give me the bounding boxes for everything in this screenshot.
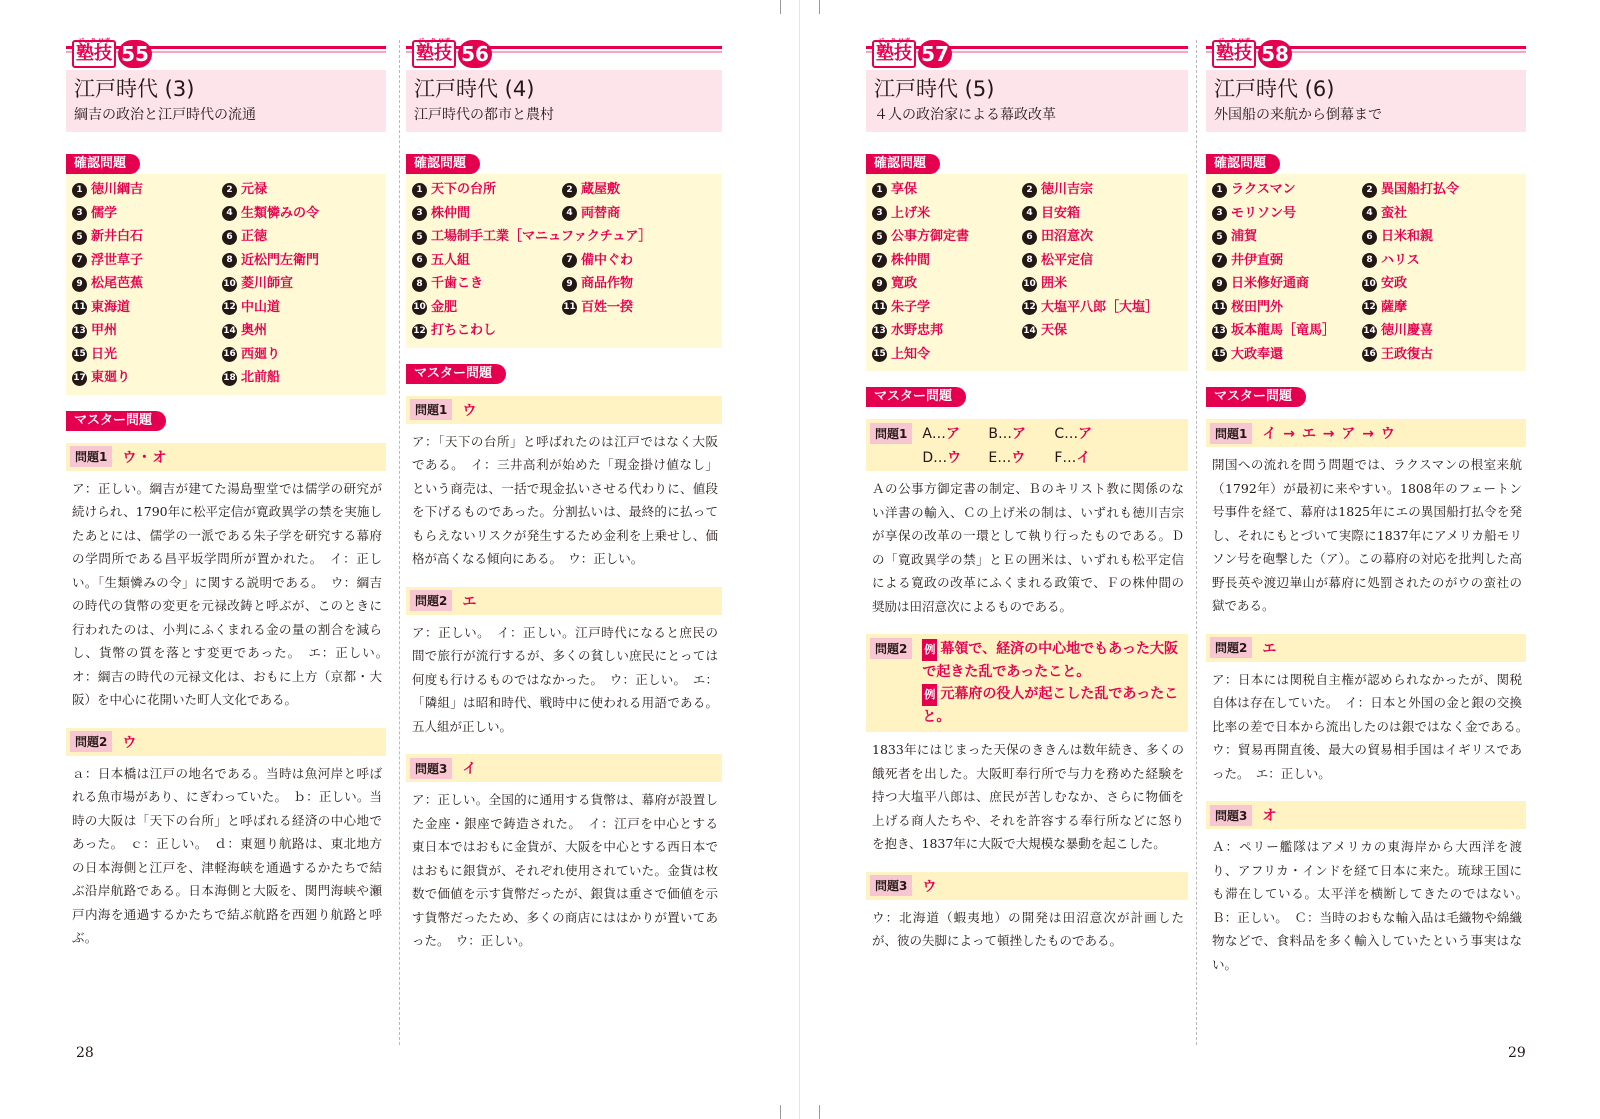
answer-item	[872, 298, 1022, 319]
number-badge: 11	[1212, 300, 1227, 315]
question-explanation: ア：正しい。全国的に通用する貨幣は、幕府が設置した金座・銀座で鋳造された。 イ：江戸を中心とする東日本ではおもに金貨が、大阪を中心とする西日本ではおもに銀貨が、それぞれ使用されていた。金貨は枚数で価値を示す貨幣だったが、銀貨は重さで価値を示す貨幣だったため、多くの商店にははかりが置いてあった。 ウ：正しい。	[412, 792, 718, 948]
answer-item	[72, 274, 222, 295]
answer-item	[1362, 274, 1512, 295]
jyuku-badge: ジュク ワザ 塾技	[412, 40, 456, 68]
answer-text: 大塩平八郎［大塩］	[1041, 299, 1159, 315]
answer-item	[72, 321, 222, 342]
question-header: 問題1 ウ	[406, 396, 722, 424]
number-badge: 5	[1212, 230, 1227, 245]
kakunin-answers	[866, 174, 1188, 371]
answer-item	[412, 180, 562, 201]
answer-text: 田沼意次	[1041, 229, 1094, 244]
answer-text: 工場制手工業［マニュファクチュア］	[431, 229, 652, 244]
answer-text: 金肥	[431, 299, 458, 315]
answer-item	[222, 251, 372, 272]
number-badge: 12	[222, 300, 237, 315]
number-badge: 10	[412, 300, 427, 315]
number-badge: 13	[72, 324, 87, 339]
answer-text: 大政奉還	[1231, 346, 1284, 362]
question-explanation: 1833年にはじまった天保のききんは数年続き、多くの餓死者を出した。大阪町奉行所で与力を務めた経験を持つ大塩平八郎は、庶民が苦しむなか、さらに物価を上げる商人たちや、それを許容する奉行所などに怒りを抱き、1837年に大阪で大規模な暴動を起こした。	[872, 742, 1184, 851]
example-answers: 例 幕領で、経済の中心地でもあった大阪で起きた乱であったこと。 例 元幕府の役人が起こした乱であったこと。	[922, 641, 1179, 725]
number-badge: 13	[872, 324, 887, 339]
section-title: 江戸時代 (5)	[874, 77, 995, 101]
question-header: 問題1 ウ・オ	[66, 443, 386, 471]
question-header: 問題3 オ	[1206, 801, 1526, 829]
answer-text: 正徳	[241, 229, 268, 244]
gutter-line	[799, 0, 800, 1119]
section-title: 江戸時代 (3)	[74, 77, 195, 101]
answer-text: 松尾芭蕉	[91, 276, 144, 291]
answer-text: 松平定信	[1041, 252, 1094, 268]
number-badge: 15	[1212, 347, 1227, 362]
answer-text: 中山道	[241, 299, 281, 315]
question-header: 問題2 ウ	[66, 728, 386, 756]
question-header: 問題1 イ → エ → ア → ウ	[1206, 419, 1526, 447]
section-subtitle: ４人の政治家による幕政改革	[874, 107, 1056, 123]
number-badge: 7	[872, 253, 887, 268]
question-explanation: ウ：北海道（蝦夷地）の開発は田沼意次が計画したが、彼の失脚によって頓挫したものである。	[872, 909, 1184, 948]
kakunin-label: 確認問題	[866, 154, 940, 174]
answer-item	[872, 180, 1022, 201]
answer-item	[1362, 204, 1512, 225]
answer-text: 株仲間	[431, 205, 471, 221]
master-label: マスター問題	[866, 387, 966, 407]
number-badge: 7	[1212, 253, 1227, 268]
number-badge: 4	[222, 206, 237, 221]
answer-item	[872, 227, 1022, 248]
number-badge: 12	[412, 324, 427, 339]
section-number: 56	[458, 40, 492, 68]
answer-item	[222, 321, 372, 342]
number-badge: 1	[72, 183, 87, 198]
question-answer: エ	[462, 593, 478, 610]
section-title: 江戸時代 (6)	[1214, 77, 1335, 101]
answer-item	[1362, 227, 1512, 248]
answer-text: 上げ米	[891, 205, 931, 221]
question-explanation: ア：「天下の台所」と呼ばれたのは江戸ではなく大阪である。 イ：三井高利が始めた「現金掛け値なし」という商売は、一括で現金払いさせる代わりに、値段を下げるものであった。分割払いは、最終的に払ってもらえないリスクが発生するため金利を上乗せし、価格が高くなる傾向にある。 ウ：正しい。	[412, 433, 718, 566]
answer-text: 徳川慶喜	[1381, 323, 1434, 338]
answer-text: 生類憐みの令	[241, 205, 320, 221]
answer-item	[412, 251, 562, 272]
question-explanation: 開国への流れを問う問題では、ラクスマンの根室来航（1792年）が最初に来やすい。1808年のフェートン号事件を経て、幕府は1825年にエの異国船打払令を発し、それにもとづいて実際に1837年にアメリカ船モリソン号を砲撃した（ア）。この幕府の対応を批判した高野長英や渡辺崋山が幕府に処罰されたのがウの蛮社の獄である。	[1212, 457, 1522, 613]
number-badge: 5	[412, 230, 427, 245]
column-divider	[1196, 40, 1197, 1045]
question-header: 問題3 ウ	[866, 872, 1188, 900]
section-57	[866, 38, 1188, 957]
answer-text: 儒学	[91, 205, 118, 221]
number-badge: 4	[1362, 206, 1377, 221]
number-badge: 3	[412, 206, 427, 221]
answer-text: 天保	[1041, 323, 1068, 338]
answer-text: 日米修好通商	[1231, 276, 1310, 291]
number-badge: 2	[1022, 183, 1037, 198]
number-badge: 1	[412, 183, 427, 198]
answer-text: 浮世草子	[91, 252, 144, 268]
section-tag	[66, 38, 386, 70]
number-badge: 12	[1362, 300, 1377, 315]
crop-mark	[780, 0, 781, 14]
question-answer: イ	[462, 761, 478, 777]
crop-mark	[819, 0, 820, 14]
answer-text: 享保	[891, 182, 918, 197]
question-header: 問題1 A…ア B…ア C…ア D…ウ E…ウ F…イ	[866, 419, 1188, 471]
answer-text: 打ちこわし	[431, 323, 497, 338]
answer-item	[1362, 345, 1512, 366]
kakunin-label: 確認問題	[406, 154, 480, 174]
answer-text: 西廻り	[241, 346, 281, 362]
question-header: 問題3 イ	[406, 754, 722, 782]
answer-item	[412, 298, 562, 319]
answer-text: 甲州	[91, 323, 118, 338]
number-badge: 16	[1362, 347, 1377, 362]
answer-text: 寛政	[891, 276, 918, 291]
section-number: 58	[1258, 40, 1292, 68]
answer-item	[1212, 180, 1362, 201]
column-divider	[399, 40, 400, 1045]
number-badge: 6	[222, 230, 237, 245]
question-answer: オ	[1262, 808, 1278, 824]
answer-item	[1022, 321, 1172, 342]
answer-item	[222, 368, 372, 389]
number-badge: 11	[72, 300, 87, 315]
kakunin-label: 確認問題	[66, 154, 140, 174]
answer-item	[872, 345, 1022, 366]
question-answer: ウ・オ	[122, 449, 168, 466]
question-explanation: ア：正しい。綱吉が建てた湯島聖堂では儒学の研究が続けられ、1790年に松平定信が寛政異学の禁を実施したあとには、儒学の一派である朱子学を研究する幕府の学問所である昌平坂学問所が置かれた。 イ：正しい。「生類憐みの令」に関する説明である。 ウ：綱吉の時代の貨幣の変更を元禄改鋳と呼ぶが、このときに行われたのは、小判にふくまれる金の量の割合を減らし、貨幣の質を落とす変更であった。 エ：正しい。 オ：綱吉の時代の元禄文化は、おもに上方（京都・大阪）を中心に花開いた町人文化である。	[72, 480, 395, 707]
number-badge: 6	[1362, 230, 1377, 245]
page-number-right: 29	[1508, 1045, 1526, 1061]
number-badge: 12	[1022, 300, 1037, 315]
section-title: 江戸時代 (4)	[414, 77, 535, 101]
answer-item	[562, 204, 712, 225]
answer-text: 朱子学	[891, 299, 931, 315]
answer-text: 蛮社	[1381, 205, 1408, 221]
master-label: マスター問題	[66, 411, 166, 431]
number-badge: 8	[1022, 253, 1037, 268]
number-badge: 8	[412, 277, 427, 292]
number-badge: 11	[872, 300, 887, 315]
question-answer: ウ	[922, 878, 938, 895]
number-badge: 8	[1362, 253, 1377, 268]
answer-item	[412, 204, 562, 225]
answer-text: 徳川綱吉	[91, 182, 144, 197]
number-badge: 13	[1212, 324, 1227, 339]
number-badge: 15	[72, 347, 87, 362]
answer-grid: A…ア B…ア C…ア D…ウ E…ウ F…イ	[922, 426, 1093, 466]
question-explanation: ア：日本には関税自主権が認められなかったが、関税自体は存在していた。 イ：日本と外国の金と銀の交換比率の差で日本から流出したのは銀ではなく金である。 ウ：貿易再開直後、最大の貿易相手国はイギリスであった。 エ：正しい。	[1212, 671, 1535, 781]
question-answer: エ	[1262, 640, 1278, 657]
number-badge: 10	[1362, 277, 1377, 292]
answer-text: 元禄	[241, 182, 268, 197]
number-badge: 3	[72, 206, 87, 221]
answer-text: 浦賀	[1231, 229, 1258, 244]
answer-item	[222, 274, 372, 295]
answer-item	[1022, 180, 1172, 201]
answer-item	[1362, 321, 1512, 342]
number-badge: 16	[222, 347, 237, 362]
answer-text: 蔵屋敷	[581, 182, 621, 197]
answer-item	[412, 274, 562, 295]
answer-text: 異国船打払令	[1381, 182, 1460, 197]
answer-text: 近松門左衛門	[241, 252, 320, 268]
answer-item	[1212, 274, 1362, 295]
number-badge: 14	[1362, 324, 1377, 339]
page-number-left: 28	[76, 1045, 94, 1061]
question-explanation: Ａ：ペリー艦隊はアメリカの東海岸から大西洋を渡り、アフリカ・インドを経て日本に来た。琉球王国にも滞在している。太平洋を横断してきたのではない。 Ｂ：正しい。 Ｃ：当時のおもな輸入品は毛織物や綿織物などで、食料品を多く輸入していたという事実はない。	[1212, 839, 1535, 972]
question-explanation: ａ：日本橋は江戸の地名である。当時は魚河岸と呼ばれる魚市場があり、にぎわっていた。 ｂ：正しい。当時の大阪は「天下の台所」と呼ばれる経済の中心地であった。 ｃ：正しい。 ｄ：東廻り航路は、東北地方の日本海側と江戸を、津軽海峡を通過するかたちで結ぶ沿岸航路である。日本海側と大阪を、関門海峡や瀬戸内海を通過するかたちで結ぶ航路を西廻り航路と呼ぶ。	[72, 765, 382, 945]
section-header	[406, 70, 722, 132]
number-badge: 14	[1022, 324, 1037, 339]
answer-item	[72, 298, 222, 319]
answer-text: 日光	[91, 346, 118, 362]
answer-item	[72, 251, 222, 272]
answer-text: 新井白石	[91, 229, 144, 244]
number-badge: 7	[72, 253, 87, 268]
number-badge: 15	[872, 347, 887, 362]
answer-text: 東廻り	[91, 370, 131, 385]
section-header	[1206, 70, 1526, 132]
answer-text: 井伊直弼	[1231, 252, 1284, 268]
section-subtitle: 綱吉の政治と江戸時代の流通	[74, 107, 256, 123]
answer-text: 株仲間	[891, 252, 931, 268]
number-badge: 10	[1022, 277, 1037, 292]
answer-text: 薩摩	[1381, 299, 1408, 315]
section-58	[1206, 38, 1535, 980]
number-badge: 8	[222, 253, 237, 268]
section-subtitle: 江戸時代の都市と農村	[414, 107, 554, 123]
number-badge: 9	[562, 277, 577, 292]
answer-item	[1022, 274, 1172, 295]
answer-item	[222, 298, 372, 319]
answer-item	[1212, 204, 1362, 225]
question-explanation: Ａの公事方御定書の制定、Ｂのキリスト教に関係のない洋書の輸入、Ｃの上げ米の制は、いずれも徳川吉宗が享保の改革の一環として執り行ったものである。Ｄの「寛政異学の禁」とＥの囲米は、いずれも松平定信による寛政の改革にふくまれる政策で、Ｆの株仲間の奨励は田沼意次によるものである。	[872, 481, 1184, 614]
answer-item	[72, 345, 222, 366]
kakunin-answers	[406, 174, 722, 348]
number-badge: 5	[872, 230, 887, 245]
question-answer: ウ	[462, 402, 478, 419]
number-badge: 10	[222, 277, 237, 292]
number-badge: 3	[1212, 206, 1227, 221]
answer-item	[1022, 251, 1172, 272]
answer-item	[1212, 251, 1362, 272]
answer-text: 北前船	[241, 370, 281, 385]
number-badge: 9	[1212, 277, 1227, 292]
answer-item	[72, 204, 222, 225]
answer-item	[1212, 321, 1362, 342]
answer-text: 公事方御定書	[891, 229, 970, 244]
answer-item	[1362, 298, 1512, 319]
answer-text: モリソン号	[1231, 205, 1297, 221]
answer-item	[72, 180, 222, 201]
section-56	[406, 38, 722, 957]
number-badge: 17	[72, 371, 87, 386]
kakunin-answers	[66, 174, 386, 395]
answer-item	[222, 227, 372, 248]
number-badge: 18	[222, 371, 237, 386]
answer-text: 日米和親	[1381, 229, 1434, 244]
number-badge: 2	[222, 183, 237, 198]
answer-item	[1212, 227, 1362, 248]
answer-item	[1022, 298, 1172, 319]
answer-text: 徳川吉宗	[1041, 182, 1094, 197]
jyuku-badge: ジュク ワザ 塾技	[1212, 40, 1256, 68]
number-badge: 4	[562, 206, 577, 221]
answer-text: 奥州	[241, 323, 268, 338]
master-label: マスター問題	[1206, 387, 1306, 407]
crop-mark	[819, 1105, 820, 1119]
answer-text: 水野忠邦	[891, 323, 944, 338]
section-header	[866, 70, 1188, 132]
answer-item	[562, 251, 712, 272]
question-explanation: ア：正しい。 イ：正しい。江戸時代になると庶民の間で旅行が流行するが、多くの貧しい庶民にとっては何度も行けるものではなかった。 ウ：正しい。 エ：「隣組」は昭和時代、戦時中に使われる用語である。五人組が正しい。	[412, 624, 718, 734]
answer-item	[872, 274, 1022, 295]
answer-item	[1212, 298, 1362, 319]
answer-text: 五人組	[431, 252, 471, 268]
answer-text: 東海道	[91, 299, 131, 315]
answer-text: 天下の台所	[431, 182, 497, 197]
number-badge: 2	[562, 183, 577, 198]
jyuku-badge: ジュク ワザ 塾技	[72, 40, 116, 68]
answer-item	[872, 321, 1022, 342]
answer-text: 坂本龍馬［竜馬］	[1231, 323, 1336, 338]
kakunin-label: 確認問題	[1206, 154, 1280, 174]
number-badge: 6	[1022, 230, 1037, 245]
number-badge: 11	[562, 300, 577, 315]
number-badge: 1	[1212, 183, 1227, 198]
master-label: マスター問題	[406, 364, 506, 384]
answer-item	[1362, 180, 1512, 201]
answer-text: 商品作物	[581, 276, 634, 291]
number-badge: 2	[1362, 183, 1377, 198]
number-badge: 7	[562, 253, 577, 268]
number-badge: 1	[872, 183, 887, 198]
kakunin-answers	[1206, 174, 1526, 371]
answer-item	[872, 251, 1022, 272]
number-badge: 6	[412, 253, 427, 268]
answer-item	[562, 274, 712, 295]
section-number: 57	[918, 40, 952, 68]
number-badge: 9	[872, 277, 887, 292]
number-badge: 3	[872, 206, 887, 221]
answer-text: 百姓一揆	[581, 299, 634, 315]
answer-text: ラクスマン	[1231, 182, 1296, 197]
answer-text: 桜田門外	[1231, 299, 1284, 315]
answer-item	[72, 368, 222, 389]
answer-item	[1022, 227, 1172, 248]
answer-text: 菱川師宣	[241, 276, 294, 291]
section-tag	[1206, 38, 1526, 70]
section-header	[66, 70, 386, 132]
answer-item	[412, 321, 562, 342]
answer-item	[872, 204, 1022, 225]
question-header: 問題2 例 幕領で、経済の中心地でもあった大阪で起きた乱であったこと。 例 元幕府の役人が起こした乱であったこと。	[866, 634, 1188, 732]
section-subtitle: 外国船の来航から倒幕まで	[1214, 107, 1382, 123]
question-header: 問題2 エ	[1206, 634, 1526, 662]
answer-text: 安政	[1381, 276, 1408, 291]
number-badge: 5	[72, 230, 87, 245]
answer-text: ハリス	[1381, 252, 1420, 268]
answer-item	[222, 345, 372, 366]
crop-mark	[780, 1105, 781, 1119]
answer-text: 千歯こき	[431, 276, 484, 291]
answer-item	[222, 180, 372, 201]
answer-item	[562, 298, 712, 319]
answer-text: 王政復古	[1381, 346, 1434, 362]
number-badge: 9	[72, 277, 87, 292]
answer-item	[562, 180, 712, 201]
answer-item	[412, 227, 712, 248]
jyuku-badge: ジュク ワザ 塾技	[872, 40, 916, 68]
question-header: 問題2 エ	[406, 587, 722, 615]
answer-item	[1022, 204, 1172, 225]
answer-text: 備中ぐわ	[581, 252, 634, 268]
number-badge: 4	[1022, 206, 1037, 221]
number-badge: 14	[222, 324, 237, 339]
answer-text: 囲米	[1041, 276, 1068, 291]
answer-text: 目安箱	[1041, 205, 1081, 221]
question-answer: ウ	[122, 734, 138, 751]
answer-text: 両替商	[581, 205, 621, 221]
answer-text: 上知令	[891, 346, 931, 362]
answer-item	[1212, 345, 1362, 366]
section-tag	[406, 38, 722, 70]
section-number: 55	[118, 40, 152, 68]
answer-item	[222, 204, 372, 225]
answer-item	[72, 227, 222, 248]
answer-item	[1362, 251, 1512, 272]
question-answer: イ → エ → ア → ウ	[1262, 426, 1396, 442]
section-tag	[866, 38, 1188, 70]
section-55	[66, 38, 395, 954]
